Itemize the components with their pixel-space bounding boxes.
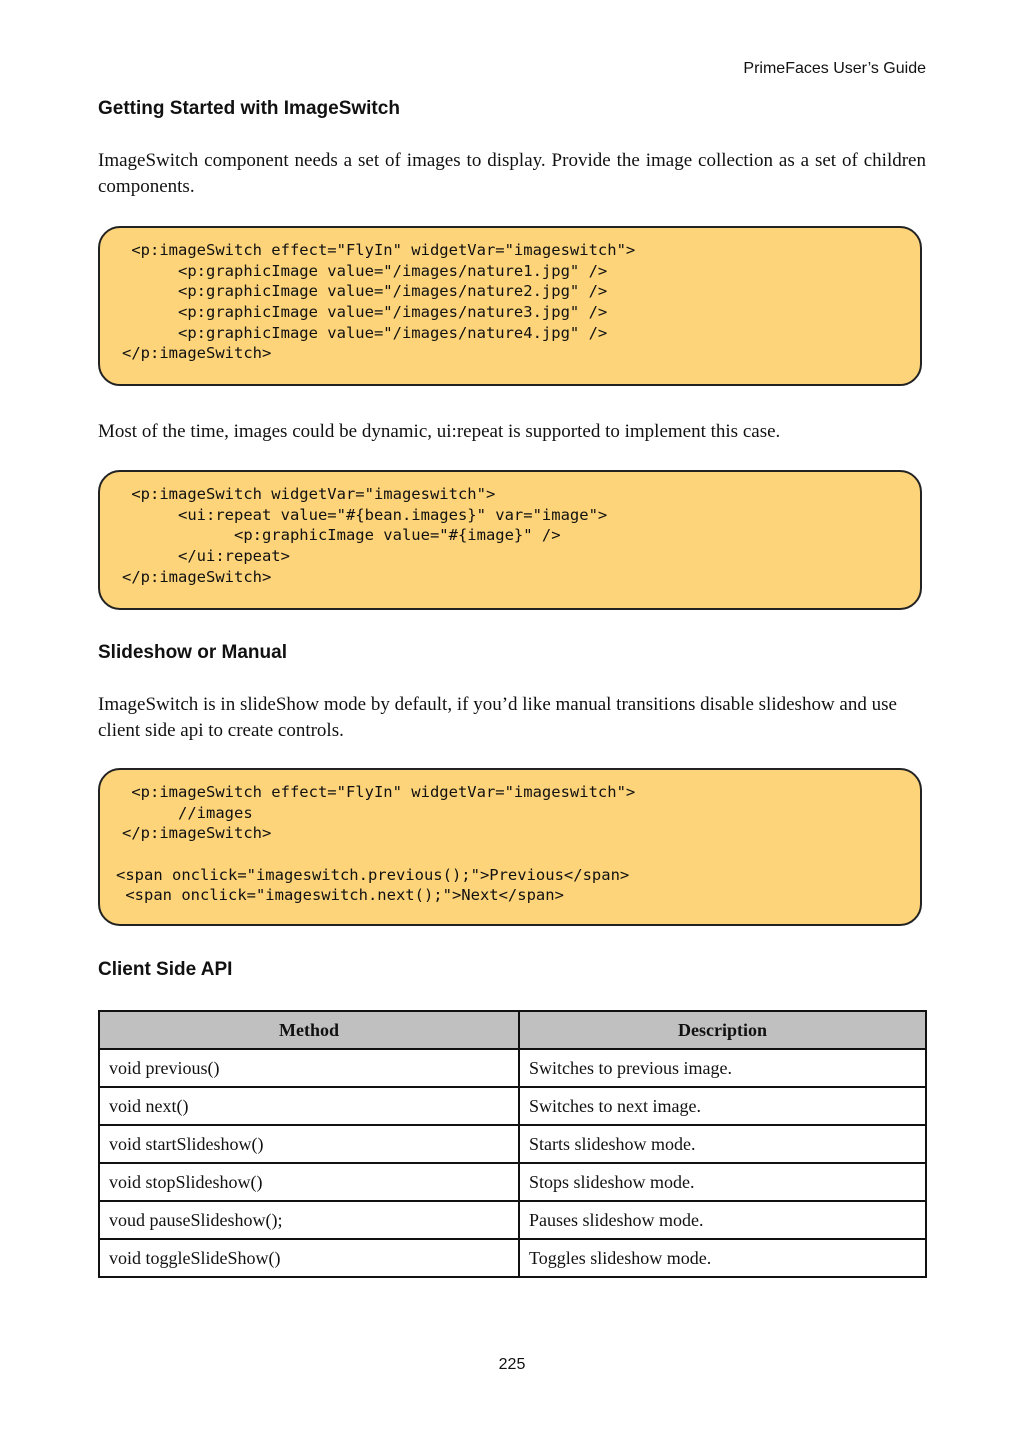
code-line: <p:graphicImage value="#{image}" /> [122, 526, 561, 545]
method-cell: void toggleSlideShow() [99, 1239, 519, 1277]
table-row [99, 1201, 926, 1239]
table-row [99, 1163, 926, 1201]
section-heading-slideshow: Slideshow or Manual [98, 642, 287, 663]
column-header-description: Description [519, 1011, 926, 1049]
method-cell: void stopSlideshow() [99, 1163, 519, 1201]
code-line: <span onclick="imageswitch.next();">Next</span> [116, 886, 564, 905]
code-line: </p:imageSwitch> [122, 344, 272, 363]
table-row [99, 1125, 926, 1163]
description-cell: Switches to next image. [519, 1087, 926, 1125]
code-line: //images [122, 803, 253, 822]
code-line: </p:imageSwitch> [122, 567, 272, 586]
code-line: <p:graphicImage value="/images/nature4.jpg" /> [122, 323, 608, 342]
code-line: <p:imageSwitch effect="FlyIn" widgetVar="imageswitch"> [122, 783, 636, 801]
code-block-repeat [98, 470, 922, 610]
column-header-method: Method [99, 1011, 519, 1049]
code-line: <span onclick="imageswitch.previous();">Previous</span> [116, 865, 630, 884]
code-line: <p:graphicImage value="/images/nature1.jpg" /> [122, 261, 608, 280]
code-line: <p:graphicImage value="/images/nature2.jpg" /> [122, 282, 608, 301]
code-line: <ui:repeat value="#{bean.images}" var="image"> [122, 505, 608, 524]
description-cell: Switches to previous image. [519, 1049, 926, 1087]
description-cell: Stops slideshow mode. [519, 1163, 926, 1201]
table-header-row [99, 1011, 926, 1049]
code-line: <p:graphicImage value="/images/nature3.jpg" /> [122, 303, 608, 322]
section-heading-getting-started: Getting Started with ImageSwitch [98, 98, 400, 119]
running-header: PrimeFaces User’s Guide [743, 60, 926, 77]
description-cell: Starts slideshow mode. [519, 1125, 926, 1163]
page-number: 225 [498, 1356, 526, 1373]
description-cell: Pauses slideshow mode. [519, 1201, 926, 1239]
method-cell: void startSlideshow() [99, 1125, 519, 1163]
dynamic-images-paragraph: Most of the time, images could be dynamic, ui:repeat is supported to implement this case. [98, 421, 781, 442]
code-line: </ui:repeat> [122, 547, 290, 566]
slideshow-paragraph: ImageSwitch is in slideShow mode by default, if you’d like manual transitions disable slideshow and use client side api to create controls. [98, 694, 897, 741]
table-row [99, 1087, 926, 1125]
section-heading-client-api: Client Side API [98, 959, 233, 980]
code-line [100, 844, 920, 865]
table-row [99, 1049, 926, 1087]
client-api-table [98, 1010, 927, 1278]
method-cell: void previous() [99, 1049, 519, 1087]
code-block-manual [98, 768, 922, 926]
description-cell: Toggles slideshow mode. [519, 1239, 926, 1277]
code-block-basic [98, 226, 922, 386]
method-cell: voud pauseSlideshow(); [99, 1201, 519, 1239]
code-line: <p:imageSwitch effect="FlyIn" widgetVar="imageswitch"> [122, 241, 636, 259]
code-line: </p:imageSwitch> [122, 824, 272, 843]
intro-paragraph: ImageSwitch component needs a set of images to display. Provide the image collection as a set of children components. [98, 150, 926, 197]
method-cell: void next() [99, 1087, 519, 1125]
table-row [99, 1239, 926, 1277]
code-line: <p:imageSwitch widgetVar="imageswitch"> [122, 485, 496, 503]
